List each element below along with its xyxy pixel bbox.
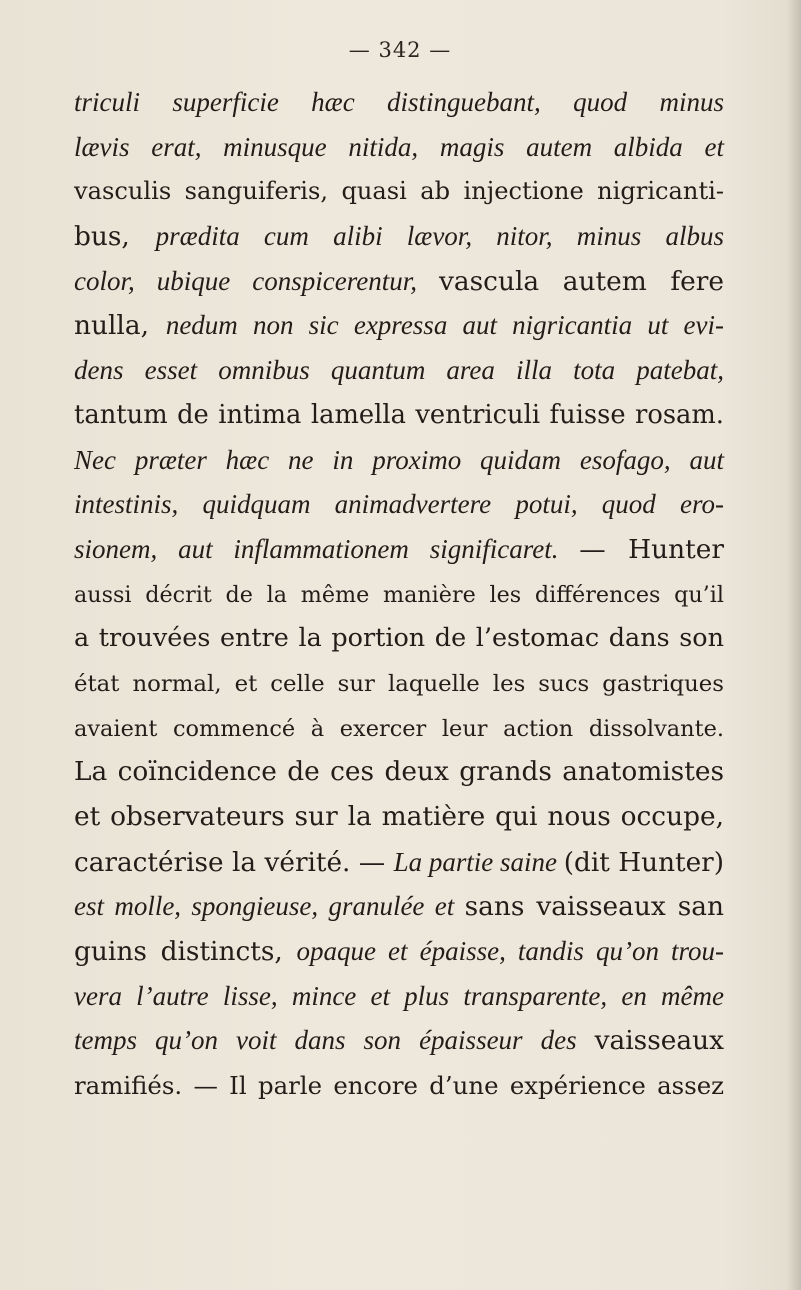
text-line: [74, 750, 724, 795]
italic-text: Nec præter hæc ne in proximo quidam esofago, aut: [74, 444, 724, 475]
text-line: [74, 348, 724, 393]
text-line: [74, 214, 724, 259]
text-line: [74, 527, 724, 572]
roman-text: état normal, et celle sur laquelle les sucs gastriques: [74, 670, 724, 697]
text-line: [74, 80, 724, 125]
text-line: [74, 259, 724, 304]
text-line: [74, 169, 724, 214]
roman-text: guins distincts,: [74, 936, 297, 968]
text-line: [74, 929, 724, 974]
roman-text: bus,: [74, 221, 156, 253]
italic-text: intestinis, quidquam animadvertere potui, quod ero-: [74, 489, 724, 520]
roman-text: vaisseaux: [594, 1025, 724, 1057]
text-line: [74, 884, 724, 929]
text-line: [74, 393, 724, 438]
italic-text: sionem, aut inflammationem significaret.: [74, 533, 580, 564]
roman-text: vasculis sanguiferis, quasi ab injectione nigricanti-: [74, 177, 724, 206]
roman-text: caractérise la vérité. —: [74, 847, 394, 878]
text-line: [74, 795, 724, 840]
italic-text: dens esset omnibus quantum area illa tota patebat,: [74, 355, 724, 386]
text-line: [74, 616, 724, 661]
text-line: [74, 661, 724, 706]
text-line: [74, 303, 724, 348]
roman-text: nulla,: [74, 310, 166, 342]
text-line: [74, 482, 724, 527]
roman-text: La coïncidence de ces deux grands anatomistes: [74, 756, 724, 788]
roman-text: — Hunter: [579, 533, 724, 565]
text-line: [74, 572, 724, 617]
roman-text: (dit Hunter): [563, 847, 725, 878]
roman-text: vascula autem fere: [438, 265, 725, 297]
roman-text: et observateurs sur la matière qui nous occupe,: [74, 801, 724, 832]
italic-text: color, ubique conspicerentur,: [74, 265, 439, 296]
italic-text: La partie saine: [393, 846, 564, 877]
italic-text: prædita cum alibi lævor, nitor, minus albus: [155, 221, 724, 252]
text-line: [74, 1063, 724, 1108]
text-line: [74, 974, 724, 1019]
page-number: — 342 —: [348, 38, 452, 62]
text-line: [74, 706, 724, 751]
italic-text: opaque et épaisse, tandis qu’on trou-: [296, 936, 725, 967]
roman-text: avaient commencé à exercer leur action dissolvante.: [74, 715, 724, 742]
roman-text: tantum de intima lamella ventriculi fuisse rosam.: [74, 399, 724, 430]
italic-text: nedum non sic expressa aut nigricantia ut evi-: [165, 310, 724, 341]
italic-text: est molle, spongieuse, granulée et: [74, 891, 465, 922]
italic-text: temps qu’on voit dans son épaisseur des: [74, 1025, 595, 1056]
italic-text: vera l’autre lisse, mince et plus transparente, en même: [74, 980, 724, 1011]
text-line: [74, 840, 724, 885]
roman-text: a trouvées entre la portion de l’estomac dans son: [74, 623, 724, 654]
italic-text: triculi superficie hæc distinguebant, quod minus: [74, 87, 724, 117]
page-edge-shadow: [787, 0, 801, 1290]
body-text: [74, 80, 724, 1108]
italic-text: lævis erat, minusque nitida, magis autem albida et: [74, 131, 724, 162]
roman-text: aussi décrit de la même manière les différences qu’il: [74, 581, 724, 608]
text-line: [74, 1018, 724, 1063]
roman-text: ramifiés. — Il parle encore d’une expérience assez: [74, 1071, 724, 1101]
roman-text: sans vaisseaux san: [464, 891, 724, 923]
text-line: [74, 438, 724, 483]
text-line: [74, 125, 724, 170]
